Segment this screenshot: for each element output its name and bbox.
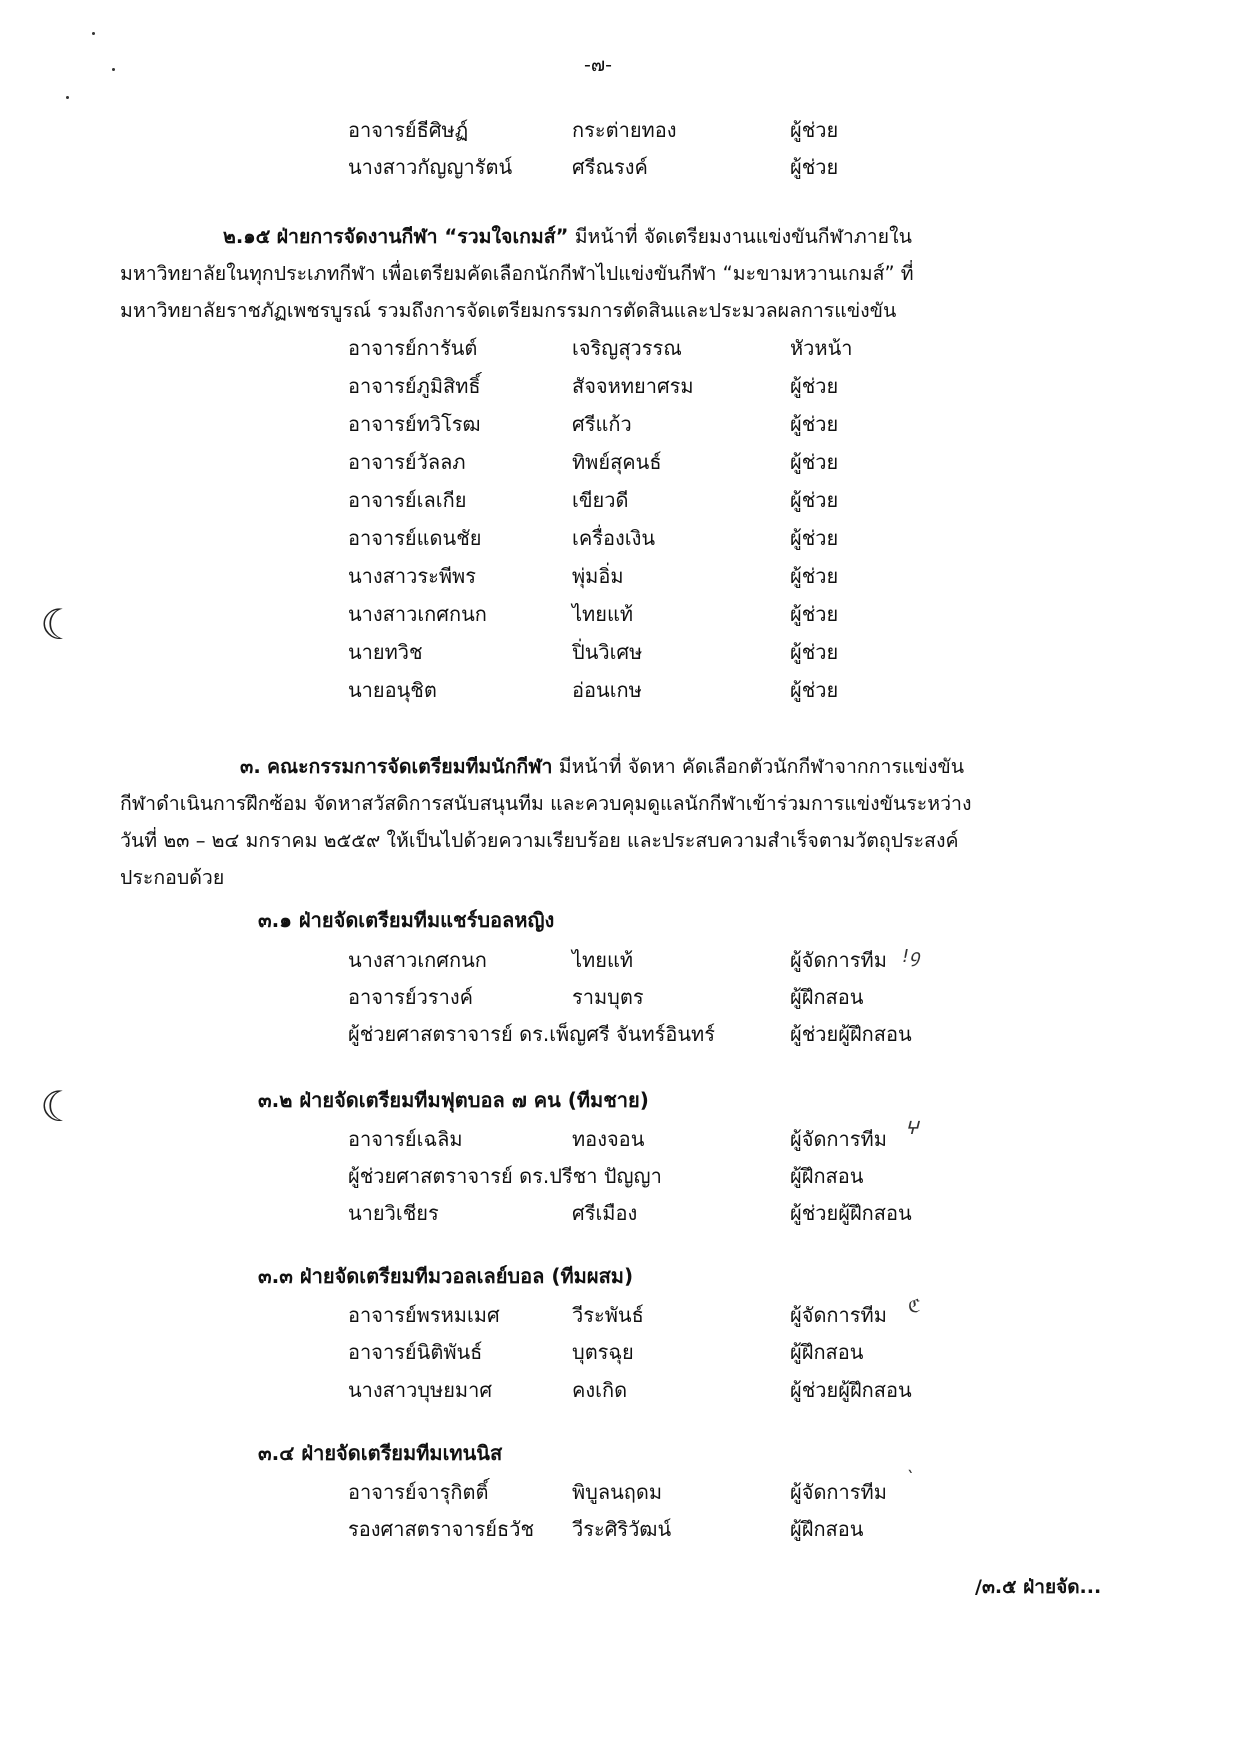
page-number: -๗- (584, 54, 612, 76)
member-row: อาจารย์วัลลภ ทิพย์สุคนธ์ ผู้ช่วย (348, 450, 839, 474)
handwritten-initial: !ꝯ (902, 946, 920, 967)
member-row: อาจารย์เลเกีย เขียวดี ผู้ช่วย (348, 488, 839, 512)
punch-hole-mark: ☾ (40, 600, 78, 649)
scan-speck (112, 68, 115, 71)
member-row: อาจารย์นิติพันธ์ บุตรฉุย ผู้ฝึกสอน (348, 1340, 864, 1364)
member-row: อาจารย์แดนชัย เครื่องเงิน ผู้ช่วย (348, 526, 839, 550)
punch-hole-mark: ☾ (40, 1082, 78, 1131)
handwritten-initial: ˋ (905, 1468, 914, 1489)
section-215-number: ๒.๑๕ (223, 225, 271, 248)
member-row: นางสาวบุษยมาศ คงเกิด ผู้ช่วยผู้ฝึกสอน (348, 1378, 912, 1402)
member-row: อาจารย์ทวิโรฒ ศรีแก้ว ผู้ช่วย (348, 412, 839, 436)
member-row: นายวิเชียร ศรีเมือง ผู้ช่วยผู้ฝึกสอน (348, 1201, 912, 1225)
member-row: รองศาสตราจารย์ธวัช วีระศิริวัฒน์ ผู้ฝึกสอน (348, 1517, 864, 1541)
member-row: นางสาวระพีพร พุ่มอิ่ม ผู้ช่วย (348, 564, 839, 588)
section-215-title: ฝ่ายการจัดงานกีฬา “รวมใจเกมส์” (276, 225, 569, 248)
subsection-heading: ๓.๓ ฝ่ายจัดเตรียมทีมวอลเลย์บอล (ทีมผสม) (258, 1264, 634, 1288)
handwritten-initial: ⵖ (905, 1118, 919, 1139)
continuation-footer: /๓.๕ ฝ่ายจัด... (975, 1576, 1102, 1598)
member-row: อาจารย์พรหมเมศ วีระพันธ์ ผู้จัดการทีม (348, 1303, 887, 1327)
member-row: อาจารย์ธีศิษฏ์ กระต่ายทอง ผู้ช่วย (348, 118, 839, 142)
member-row: อาจารย์เฉลิม ทองจอน ผู้จัดการทีม (348, 1127, 887, 1151)
scan-speck (92, 32, 95, 35)
member-row: ผู้ช่วยศาสตราจารย์ ดร.เพ็ญศรี จันทร์อินทร์ ผู้ช่วยผู้ฝึกสอน (348, 1022, 912, 1046)
member-row: นายทวิช ปิ่นวิเศษ ผู้ช่วย (348, 640, 839, 664)
member-row: นางสาวเกศกนก ไทยแท้ ผู้จัดการทีม (348, 948, 887, 972)
subsection-heading: ๓.๒ ฝ่ายจัดเตรียมทีมฟุตบอล ๗ คน (ทีมชาย) (258, 1088, 649, 1112)
handwritten-initial: ℭ (908, 1296, 921, 1317)
member-row: นายอนุชิต อ่อนเกษ ผู้ช่วย (348, 678, 839, 702)
member-row: อาจารย์ภูมิสิทธิ์ สัจจหทยาศรม ผู้ช่วย (348, 374, 839, 398)
member-row: นางสาวเกศกนก ไทยแท้ ผู้ช่วย (348, 602, 839, 626)
subsection-heading: ๓.๔ ฝ่ายจัดเตรียมทีมเทนนิส (258, 1441, 503, 1465)
member-row: อาจารย์การันต์ เจริญสุวรรณ หัวหน้า (348, 336, 853, 360)
scan-speck (66, 96, 69, 99)
subsection-heading: ๓.๑ ฝ่ายจัดเตรียมทีมแชร์บอลหญิง (258, 908, 555, 932)
section-3-paragraph: ๓. คณะกรรมการจัดเตรียมทีมนักกีฬา มีหน้าที่ จัดหา คัดเลือกตัวนักกีฬาจากการแข่งขัน กีฬาดำเนินการฝึกซ้อม จัดหาสวัสดิการสนับสนุนทีม และควบคุมดูแลนักกีฬาเข้าร่วมการแข่งขันระหว่าง วันที่ ๒๓ – ๒๔ มกราคม ๒๕๕๙ ให้เป็นไปด้วยความเรียบร้อย และประสบความสำเร็จตามวัตถุประสงค์ ประกอบด้วย (120, 755, 972, 889)
section-215-paragraph: ๒.๑๕ ฝ่ายการจัดงานกีฬา “รวมใจเกมส์” มีหน้าที่ จัดเตรียมงานแข่งขันกีฬาภายใน มหาวิทยาลัยในทุกประเภทกีฬา เพื่อเตรียมคัดเลือกนักกีฬาไปแข่งขันกีฬา “มะขามหวานเกมส์” ที่ มหาวิทยาลัยราชภัฏเพชรบูรณ์ รวมถึงการจัดเตรียมกรรมการตัดสินและประมวลผลการแข่งขัน (120, 225, 914, 322)
section-3-title: คณะกรรมการจัดเตรียมทีมนักกีฬา (266, 755, 553, 778)
member-row: อาจารย์จารุกิตติ์ พิบูลนฤดม ผู้จัดการทีม (348, 1480, 887, 1504)
section-3-number: ๓. (240, 755, 261, 778)
member-row: อาจารย์วรางค์ รามบุตร ผู้ฝึกสอน (348, 985, 864, 1009)
member-row: นางสาวกัญญารัตน์ ศรีณรงค์ ผู้ช่วย (348, 155, 839, 179)
member-row: ผู้ช่วยศาสตราจารย์ ดร.ปรีชา ปัญญา ผู้ฝึกสอน (348, 1164, 864, 1188)
